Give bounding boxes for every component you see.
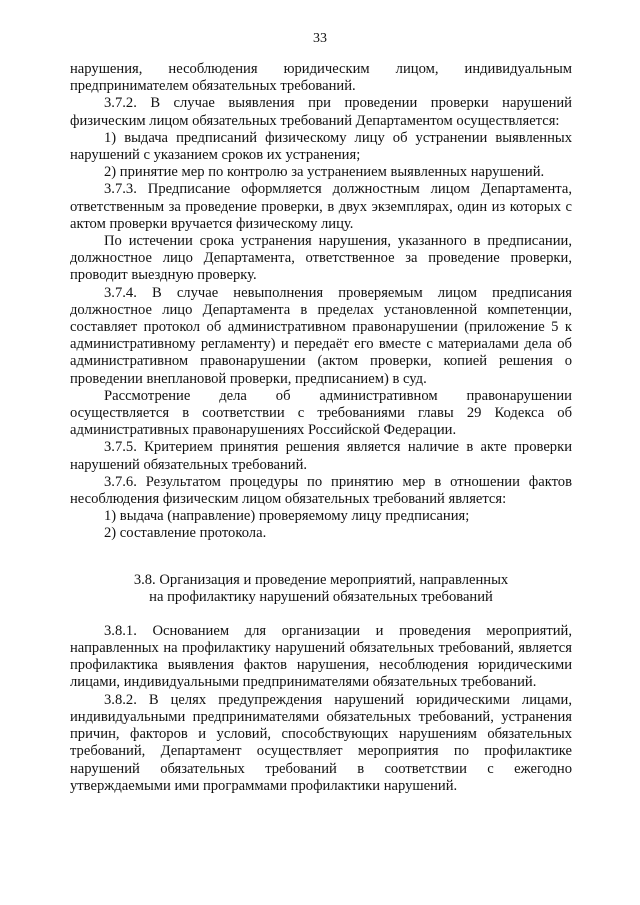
paragraph-3-7-3: 3.7.3. Предписание оформляется должностным лицом Департамента, ответственным за проведение проверки, в двух экземплярах, один из которых с актом проверки вручается физическому лицу.	[70, 181, 572, 232]
section-heading-line-1: 3.8. Организация и проведение мероприятий, направленных	[133, 571, 509, 588]
paragraph-3-8-1: 3.8.1. Основанием для организации и проведения мероприятий, направленных на профилактику нарушений обязательных требований, является профилактика выявления фактов нарушения, несоблюдения юридическими лицами, индивидуальными предпринимателями обязательных требований.	[70, 622, 572, 691]
paragraph-3-7-5: 3.7.5. Критерием принятия решения является наличие в акте проверки нарушений обязательных требований.	[70, 439, 572, 473]
result-item-1: 1) выдача (направление) проверяемому лицу предписания;	[104, 508, 470, 525]
document-body	[70, 61, 572, 795]
page-number: 33	[313, 31, 327, 46]
section-heading-line-2: на профилактику нарушений обязательных требований	[149, 589, 493, 606]
paragraph-3-7-4: 3.7.4. В случае невыполнения проверяемым лицом предписания должностное лицо Департамента в пределах установленной компетенции, составляет протокол об административном правонарушении (приложение 5 к административному регламенту) и передаёт его вместе с материалами дела об административном правонарушении (актом проверки, копией решения о проведении внеплановой проверки, предписанием) в суд.	[70, 284, 572, 387]
paragraph-3-7-2: 3.7.2. В случае выявления при проведении проверки нарушений физическим лицом обязательных требований Департаментом осуществляется:	[70, 95, 572, 129]
paragraph-3-7-6: 3.7.6. Результатом процедуры по принятию мер в отношении фактов несоблюдения физическим лицом обязательных требований является:	[70, 473, 572, 508]
paragraph-continuation: нарушения, несоблюдения юридическим лицом, индивидуальным предпринимателем обязательных требований.	[70, 61, 572, 95]
list-item-2: 2) принятие мер по контролю за устранением выявленных нарушений.	[104, 164, 545, 181]
result-item-2: 2) составление протокола.	[104, 525, 267, 542]
paragraph-3-8-2: 3.8.2. В целях предупреждения нарушений юридическими лицами, индивидуальными предпринимателями обязательных требований, устранения причин, факторов и условий, способствующих нарушениям обязательных требований, Департамент осуществляет мероприятия по профилактике нарушений обязательных требований в соответствии с ежегодно утверждаемыми ими программами профилактики нарушений.	[70, 691, 572, 794]
paragraph-consideration: Рассмотрение дела об административном правонарушении осуществляется в соответствии с требованиями главы 29 Кодекса об административных правонарушениях Российской Федерации.	[70, 387, 572, 439]
list-item-1: 1) выдача предписаний физическому лицу об устранении выявленных нарушений с указанием сроков их устранения;	[70, 129, 572, 164]
paragraph-deadline: По истечении срока устранения нарушения, указанного в предписании, должностное лицо Департамента, ответственное за проведение проверки, проводит выездную проверку.	[70, 233, 572, 284]
section-heading-3-8	[70, 572, 572, 607]
